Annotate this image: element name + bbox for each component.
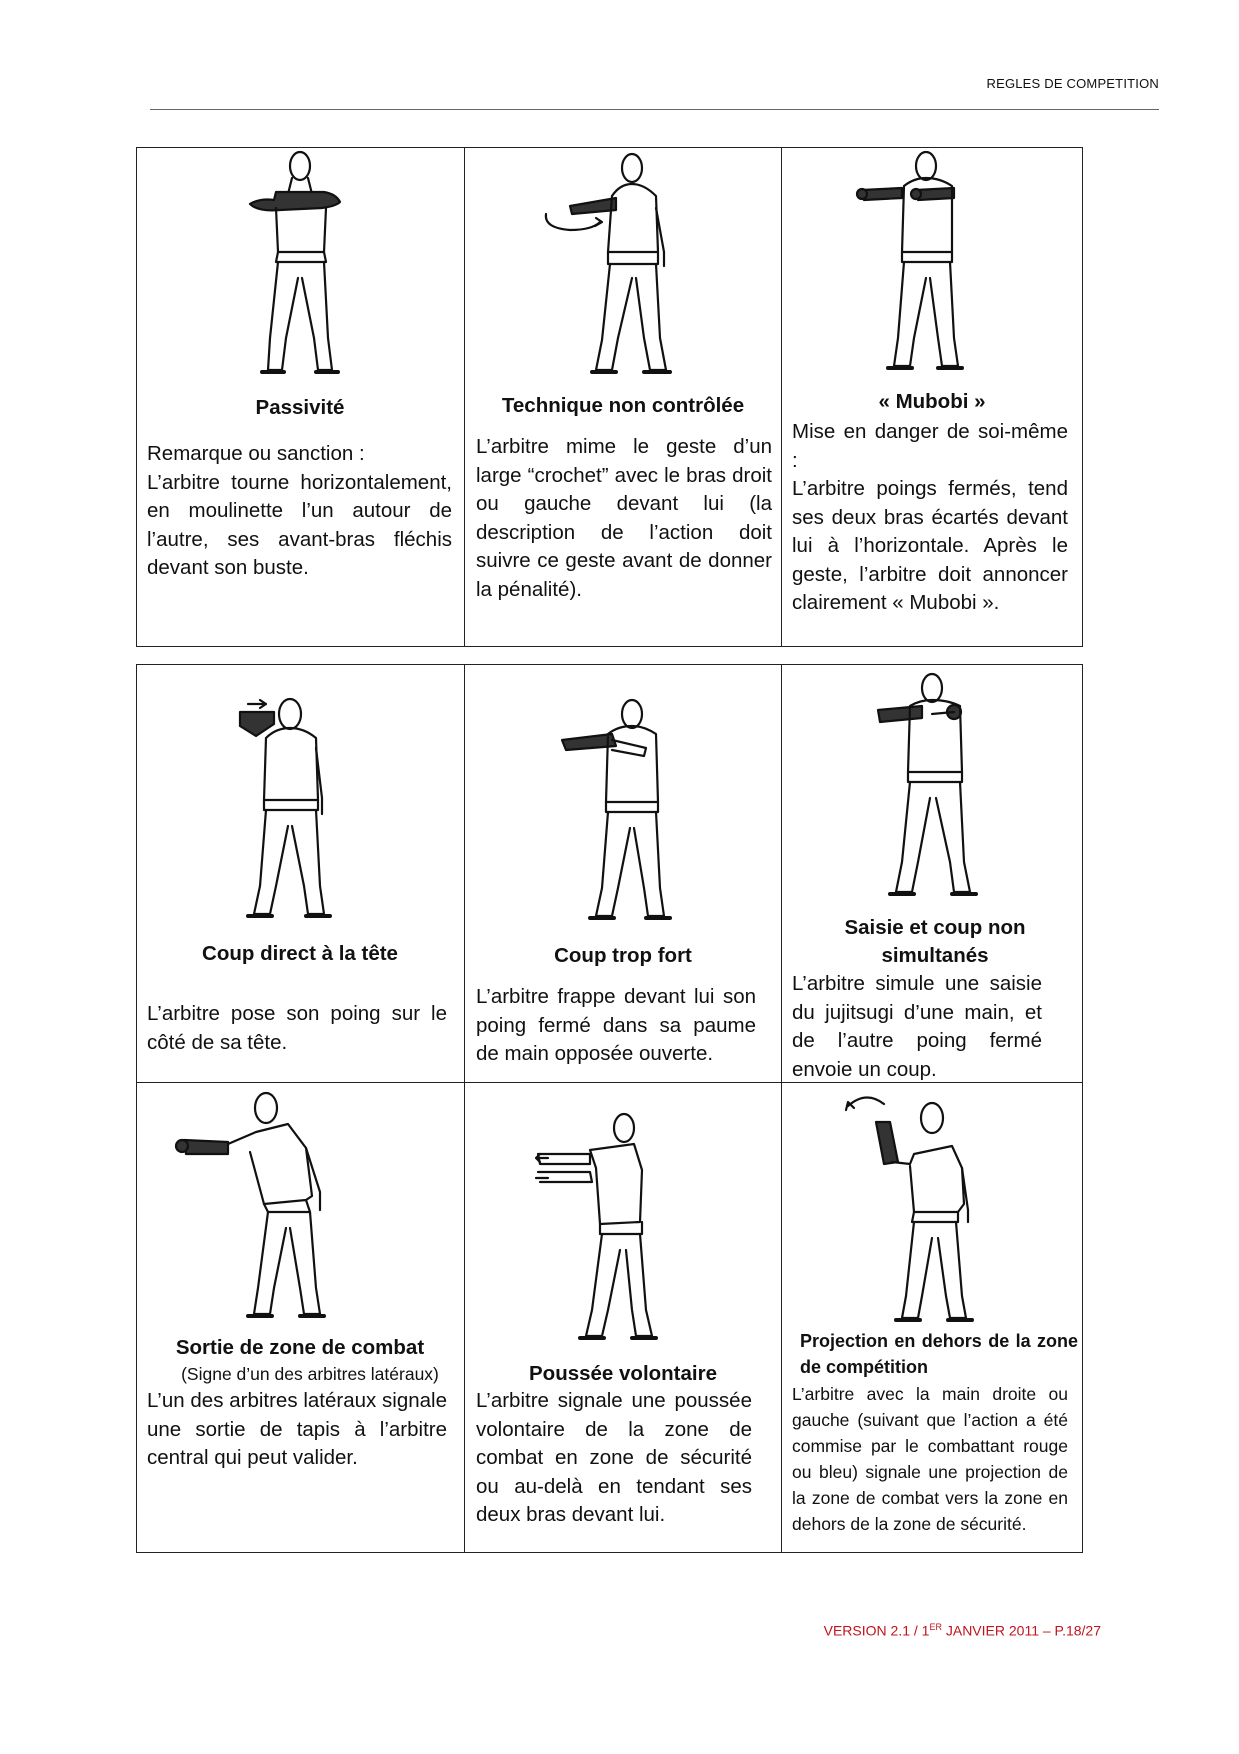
footer-date-page: JANVIER 2011 – P.18/27 (941, 1622, 1101, 1639)
header-rule (150, 109, 1159, 110)
table-divider (464, 147, 465, 647)
gesture-title: Poussée volontaire (529, 1362, 717, 1385)
footer-version: VERSION 2.1 / 1 (823, 1622, 930, 1639)
referee-figure-out-of-zone (170, 1088, 370, 1328)
gesture-title: Technique non contrôlée (501, 394, 745, 417)
gesture-title: Coup trop fort (554, 944, 692, 967)
running-header: REGLES DE COMPETITION (986, 76, 1159, 91)
gesture-title: Passivité (255, 396, 345, 419)
gesture-description: Remarque ou sanction : L’arbitre tourne horizontalement, en moulinette l’un autour de l’autre, ses avant-bras fléchis devant son buste. (147, 442, 452, 579)
gesture-title: Saisie et coup non simultanés (844, 916, 1026, 967)
gesture-title: Sortie de zone de combat (175, 1336, 425, 1359)
gesture-description: Mise en danger de soi-même : L’arbitre poings fermés, tend ses deux bras écartés devant lui à l’horizontale. Après le geste, l’arbitre doit annoncer clairement « Mubobi ». (792, 420, 1068, 614)
referee-figure-deliberate-push (530, 1110, 690, 1350)
gesture-description: L’arbitre simule une saisie du jujitsugi d’une main, et de l’autre poing fermé envoie un coup. (792, 972, 1042, 1081)
gesture-title: Coup direct à la tête (202, 942, 398, 965)
gesture-description: L’un des arbitres latéraux signale une sortie de tapis à l’arbitre central qui peut valider. (147, 1389, 447, 1469)
referee-figure-excessive-strike (552, 690, 692, 930)
gesture-description: L’arbitre signale une poussée volontaire de la zone de combat en zone de sécurité ou au-delà en tendant ses deux bras devant lui. (476, 1389, 752, 1526)
gesture-title: « Mubobi » (878, 390, 986, 413)
gesture-subtitle: (Signe d’un des arbitres latéraux) (181, 1364, 439, 1384)
referee-figure-throw-out-of-zone (826, 1092, 996, 1332)
gesture-description: L’arbitre pose son poing sur le côté de sa tête. (147, 1002, 447, 1054)
table-divider (464, 664, 465, 1553)
gesture-description: L’arbitre mime le geste d’un large “crochet” avec le bras droit ou gauche devant lui (la description de l’action doit suivre ce geste avant de donner la pénalité). (476, 435, 772, 601)
gesture-description: L’arbitre frappe devant lui son poing fermé dans sa paume de main opposée ouverte. (476, 985, 756, 1065)
table-divider (781, 664, 782, 1553)
referee-figure-mubobi (854, 148, 994, 383)
footer-superscript: ER (929, 1622, 942, 1632)
referee-figure-grab-and-strike (870, 666, 1000, 906)
gesture-title: Projection en dehors de la zone de compétition (800, 1331, 1078, 1377)
gesture-description: L’arbitre avec la main droite ou gauche (suivant que l’action a été commise par le combattant rouge ou bleu) signale une projection de la zone de combat vers la zone en dehors de la zone de sécurité. (792, 1384, 1068, 1534)
page-footer (824, 1622, 1101, 1639)
referee-figure-head-strike (226, 690, 366, 930)
referee-figure-passivity (240, 148, 360, 388)
referee-figure-uncontrolled-technique (540, 148, 700, 388)
table-divider (781, 147, 782, 647)
